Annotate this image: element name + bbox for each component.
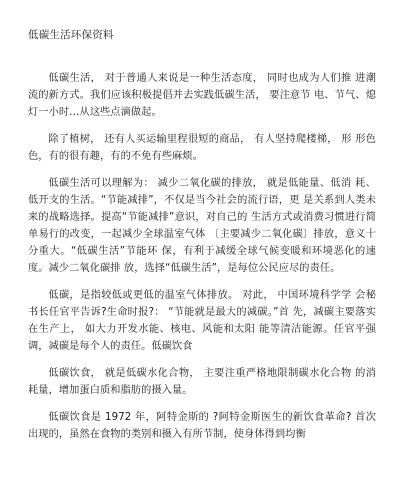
document-title: 低碳生活环保资料 xyxy=(28,29,114,41)
paragraph-low-carbon-definition: 低碳生活可以理解为： 减少二氧化碳的排放， 就是低能量、低消 耗、低开支的生活。“节能减排”，不仅是当今社会的流行语，更 是关系到人类未来的战略选择。提高“节能减排”意识，对自己的 生活方式或消费习惯进行简单易行的改变，一起减少全球温室气体 〔主要减少二氧化碳〕排放，意义十分重大。“低碳生活”节能环 保，有利于减缓全球气候变暖和环境恶化的速度。减少二氧化碳排 放，选择“低碳生活”，是每位公民应尽的责任。 xyxy=(28,178,376,274)
paragraph-tree-planting: 除了植树， 还有人买运输里程很短的商品， 有人坚持爬楼梯， 形 形色色，有的很有趣，有的不免有些麻烦。 xyxy=(28,134,376,162)
paragraph-low-carbon-emissions: 低碳，是指较低或更低的温室气体排放。 对此， 中国环境科学学 会秘书长任官平告诉?生命时报?： “节能就是最大的减碳。”首 先，减碳主要落实在生产上， 如大力开发水能、核电、风能和太阳 能等清洁能源。任官平强调，减碳是每个人的责任。低碳饮食 xyxy=(28,290,376,352)
paragraph-low-carbon-attitude: 低碳生活， 对于普通人来说是一种生活态度， 同时也成为人们推 进潮流的新方式。我们应该积极提倡并去实践低碳生活， 要注意节 电、节气、熄灯一小时…从这些点滴做起。 xyxy=(28,73,376,118)
paragraph-low-carb-diet: 低碳饮食， 就是低碳水化合物， 主要注重严格地限制碳水化合物 的消耗量，增加蛋白质和脂肪的摄入量。 xyxy=(28,368,376,396)
paragraph-atkins-diet: 低碳饮食是 1972 年，阿特金斯的 ?阿特金斯医生的新饮食革命? 首次出现的，虽然在食物的类别和摄入有所节制，使身体得到均衡 xyxy=(28,412,376,440)
